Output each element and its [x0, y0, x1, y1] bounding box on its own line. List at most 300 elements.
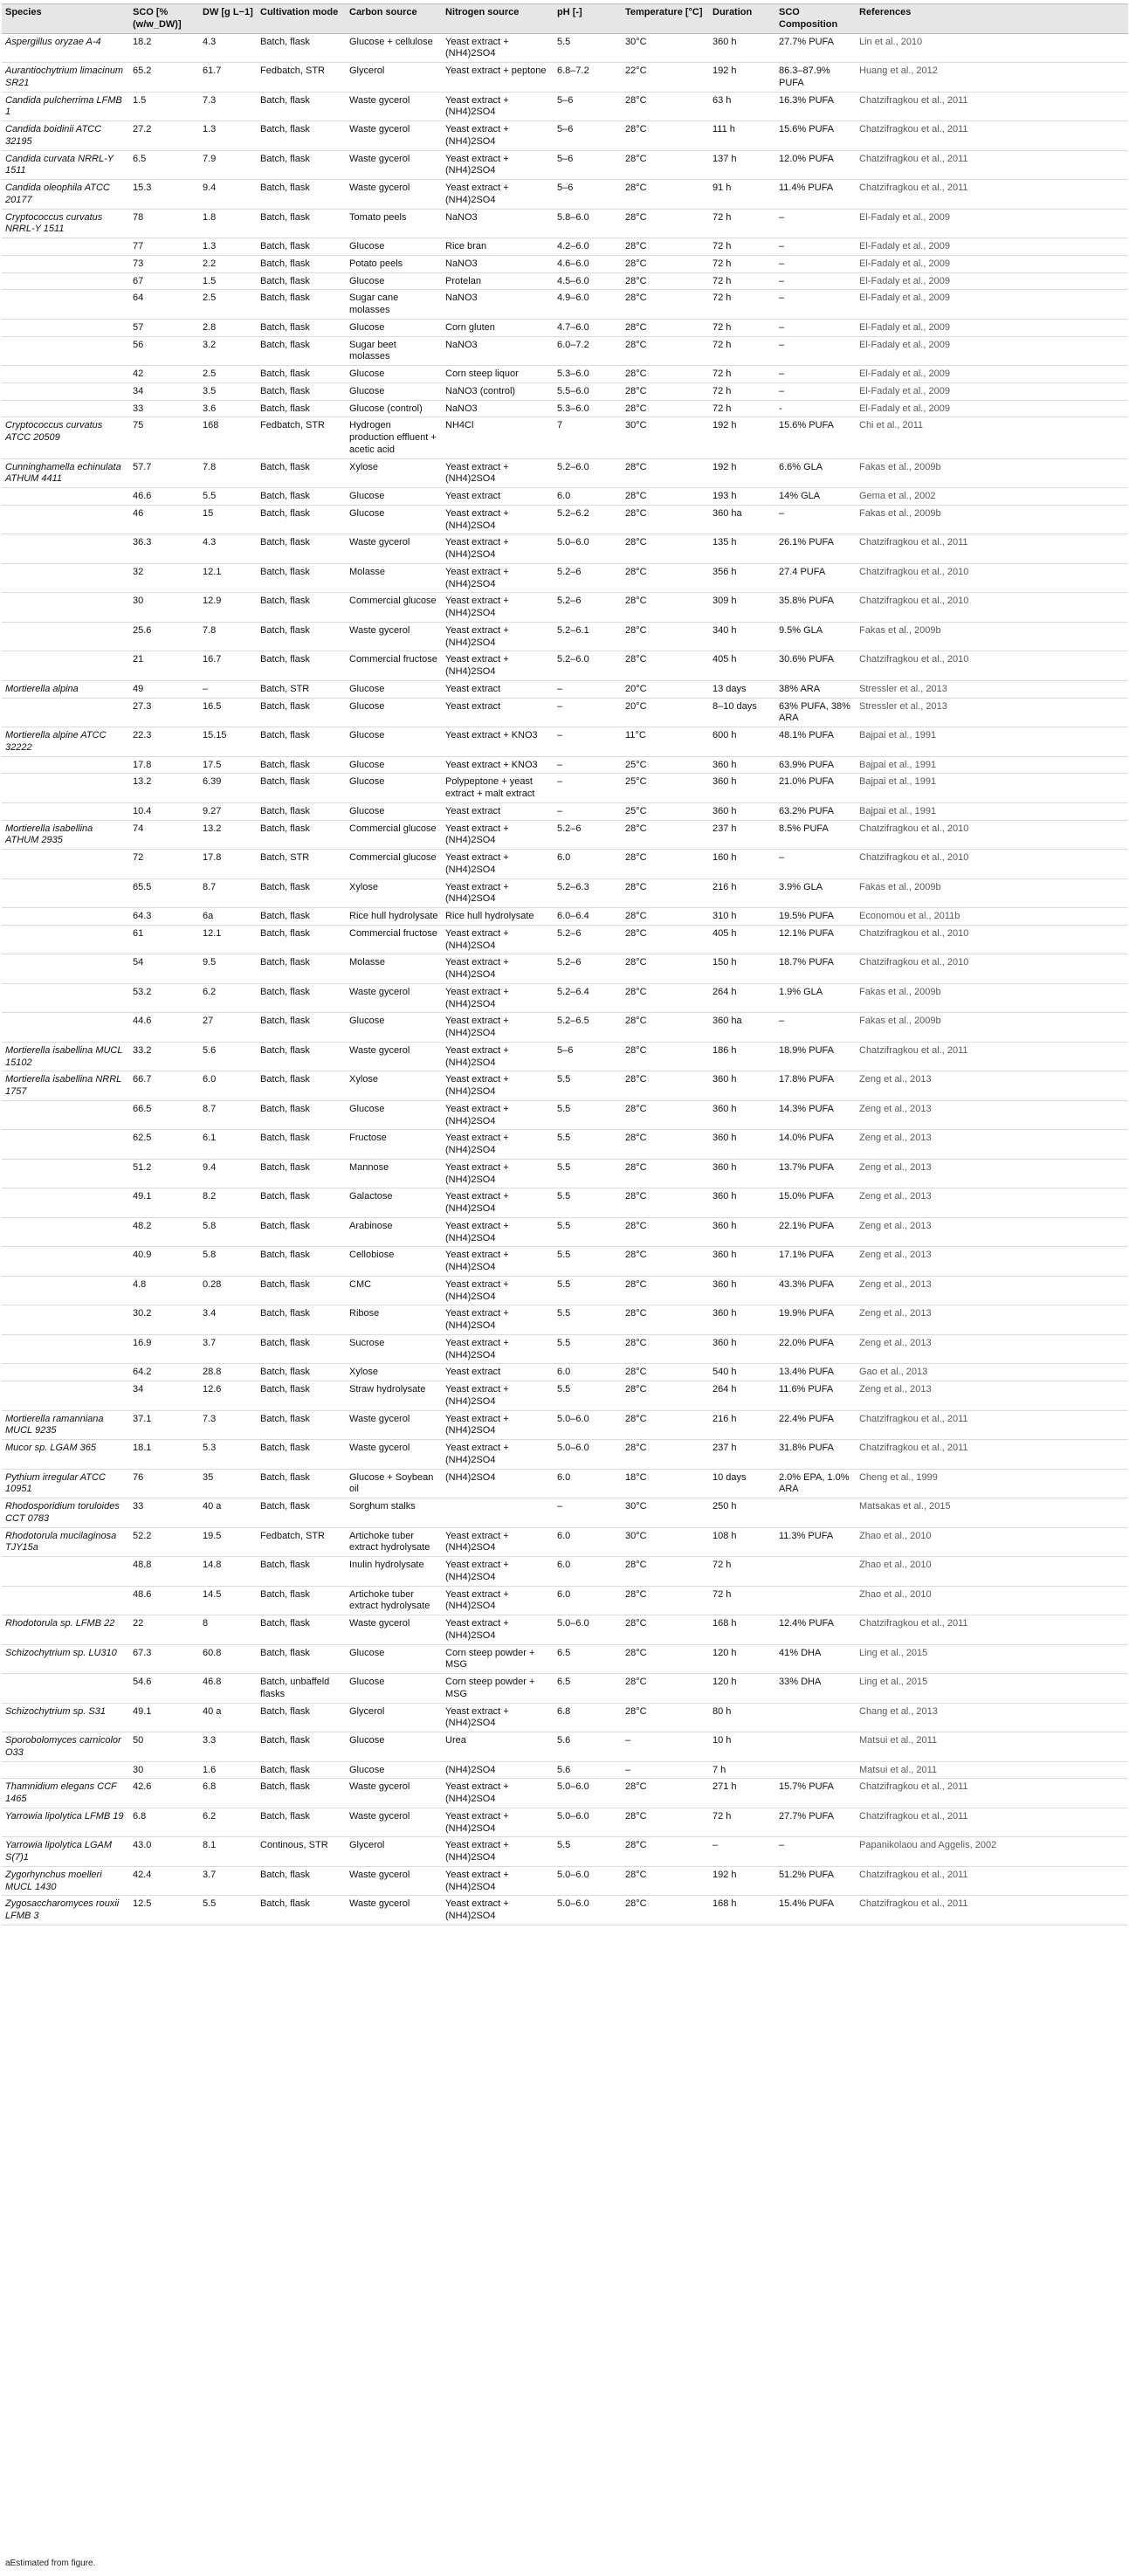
temperature-cell: 28°C [625, 1781, 647, 1793]
cultivation-mode-cell: Batch, flask [260, 1133, 310, 1144]
duration-cell: 360 h [713, 1103, 737, 1114]
nitrogen-source-cell: Corn steep powder + MSG [445, 1647, 535, 1670]
sco-cell: 30.2 [133, 1308, 152, 1319]
sco-cell: 64 [133, 293, 144, 304]
cultivation-mode-cell: Batch, unbaffeld flasks [260, 1677, 330, 1699]
cultivation-mode-cell: Batch, flask [260, 881, 310, 892]
temperature-cell: 28°C [625, 1677, 647, 1687]
dw-cell: 60.8 [203, 1647, 222, 1658]
dw-cell: 16.7 [203, 654, 222, 665]
nitrogen-source-cell: Yeast extract + (NH4)2SO4 [445, 1044, 509, 1068]
duration-cell: 360 h [713, 1337, 737, 1348]
cultivation-mode-cell: Batch, flask [260, 507, 310, 519]
duration-cell: 405 h [713, 654, 737, 665]
table-row [2, 1557, 1128, 1587]
table-row [2, 92, 1128, 121]
cultivation-mode-cell: Batch, flask [260, 1191, 310, 1202]
duration-cell: 310 h [713, 911, 737, 921]
sco-composition-cell: 18.9% PUFA [779, 1044, 834, 1056]
temperature-cell: 28°C [625, 1384, 647, 1395]
temperature-cell: 20°C [625, 683, 647, 694]
duration-cell: 360 h [713, 1074, 737, 1085]
temperature-cell: 28°C [625, 1337, 647, 1348]
nitrogen-source-cell: Yeast extract + (NH4)2SO4 [445, 1161, 509, 1185]
species-cell [2, 1188, 129, 1218]
cultivation-mode-cell: Batch, flask [260, 776, 310, 788]
cultivation-mode-cell: Batch, flask [260, 624, 310, 636]
sco-cell: 49 [133, 683, 144, 694]
temperature-cell: 28°C [625, 258, 647, 269]
carbon-source-cell: Artichoke tuber extract hydrolysate [349, 1530, 430, 1553]
temperature-cell: 28°C [625, 1367, 647, 1378]
cultivation-mode-cell: Batch, flask [260, 1016, 310, 1027]
table-row [2, 272, 1128, 290]
reference-cell: El-Fadaly et al., 2009 [859, 293, 950, 304]
nitrogen-source-cell: Yeast extract + (NH4)2SO4 [445, 36, 509, 59]
sco-cell: 76 [133, 1471, 144, 1483]
sco-cell: 37.1 [133, 1413, 152, 1424]
sco-cell: 66.5 [133, 1103, 152, 1114]
sco-composition-cell: – [779, 1840, 785, 1851]
dw-cell: 8.7 [203, 1103, 217, 1114]
nitrogen-source-cell: Yeast extract + (NH4)2SO4 [445, 881, 509, 905]
carbon-source-cell: Glucose [349, 683, 385, 694]
reference-cell: Gao et al., 2013 [859, 1367, 928, 1378]
dw-cell: 1.5 [203, 275, 217, 286]
nitrogen-source-cell: Yeast extract + (NH4)2SO4 [445, 986, 509, 1009]
nitrogen-source-cell: Yeast extract + (NH4)2SO4 [445, 1443, 509, 1465]
table-row [2, 1779, 1128, 1808]
duration-cell: 13 days [713, 683, 747, 694]
ph-cell: 4.7–6.0 [557, 321, 589, 333]
temperature-cell: 28°C [625, 368, 647, 379]
cultivation-mode-cell: Batch, flask [260, 566, 310, 577]
duration-cell: 72 h [713, 1810, 732, 1822]
species-cell: Mortierella ramanniana MUCL 9235 [5, 1413, 104, 1436]
sco-cell: 27.3 [133, 700, 152, 712]
table-row [2, 1586, 1128, 1615]
carbon-source-cell: Commercial glucose [349, 823, 437, 834]
table-row [2, 727, 1128, 757]
sco-composition-cell: 21.0% PUFA [779, 776, 834, 788]
dw-cell: 3.2 [203, 339, 217, 350]
carbon-source-cell: Glucose [349, 1016, 385, 1027]
dw-cell: 4.3 [203, 36, 217, 47]
table-row [2, 417, 1128, 458]
ph-cell: 5.6 [557, 1735, 571, 1746]
cultivation-mode-cell: Batch, flask [260, 1250, 310, 1261]
table-row [2, 319, 1128, 336]
cultivation-mode-cell: Batch, flask [260, 275, 310, 286]
ph-cell: 4.2–6.0 [557, 241, 589, 251]
duration-cell: 360 ha [713, 1016, 742, 1027]
ph-cell: 6.0–7.2 [557, 339, 589, 350]
dw-cell: 17.8 [203, 852, 222, 863]
table-row [2, 1305, 1128, 1335]
table-row [2, 1247, 1128, 1277]
duration-cell: 72 h [713, 339, 732, 350]
nitrogen-source-cell: Polypeptone + yeast extract + malt extract [445, 776, 535, 799]
sco-cell: 64.2 [133, 1367, 152, 1378]
temperature-cell: 30°C [625, 1530, 647, 1541]
sco-cell: 67 [133, 275, 144, 286]
sco-composition-cell: 13.7% PUFA [779, 1161, 834, 1173]
ph-cell: 5.5 [557, 1278, 571, 1290]
sco-cell: 44.6 [133, 1016, 152, 1027]
sco-cell: 48.6 [133, 1588, 152, 1600]
duration-cell: 72 h [713, 293, 732, 304]
sco-cell: 57.7 [133, 461, 152, 472]
sco-composition-cell: 43.3% PUFA [779, 1278, 834, 1290]
dw-cell: 12.9 [203, 596, 222, 607]
table-row [2, 680, 1128, 698]
reference-cell: El-Fadaly et al., 2009 [859, 368, 950, 379]
sco-composition-cell: – [779, 211, 785, 223]
reference-cell: Zeng et al., 2013 [859, 1220, 932, 1231]
duration-cell: 360 h [713, 776, 737, 788]
dw-cell: 1.3 [203, 124, 217, 134]
sco-cell: 1.5 [133, 94, 147, 106]
cultivation-mode-cell: Batch, flask [260, 385, 310, 396]
nitrogen-source-cell: Yeast extract + (NH4)2SO4 [445, 1560, 509, 1582]
sco-composition-cell: 51.2% PUFA [779, 1869, 834, 1880]
species-cell [2, 534, 129, 564]
species-cell [2, 1276, 129, 1305]
duration-cell: 72 h [713, 275, 732, 286]
sco-composition-cell: 31.8% PUFA [779, 1443, 834, 1453]
temperature-cell: 28°C [625, 1840, 647, 1851]
temperature-cell: 30°C [625, 36, 647, 47]
temperature-cell: 28°C [625, 1103, 647, 1114]
cultivation-mode-cell: Batch, flask [260, 1781, 310, 1793]
nitrogen-source-cell: Yeast extract + (NH4)2SO4 [445, 94, 509, 118]
sco-composition-cell: – [779, 241, 785, 251]
cultivation-mode-cell: Batch, flask [260, 823, 310, 834]
dw-cell: 12.1 [203, 927, 222, 939]
carbon-source-cell: Glucose [349, 275, 385, 286]
temperature-cell: 28°C [625, 339, 647, 350]
temperature-cell: 25°C [625, 805, 647, 816]
sco-composition-cell: 22.4% PUFA [779, 1413, 834, 1424]
header-dw: DW [g L−1] [199, 4, 257, 34]
duration-cell: 168 h [713, 1898, 737, 1910]
species-cell: Aspergillus oryzae A-4 [5, 36, 101, 47]
nitrogen-source-cell: Yeast extract [445, 491, 501, 501]
temperature-cell: 28°C [625, 403, 647, 414]
species-cell: Zygosaccharomyces rouxii LFMB 3 [5, 1898, 120, 1921]
table-row [2, 1498, 1128, 1528]
sco-cell: 46 [133, 507, 144, 519]
temperature-cell: 28°C [625, 1250, 647, 1261]
cultivation-mode-cell: Batch, flask [260, 759, 310, 770]
carbon-source-cell: Waste gycerol [349, 124, 410, 134]
dw-cell: 12.6 [203, 1384, 222, 1395]
sco-composition-cell: 11.6% PUFA [779, 1384, 834, 1395]
table-row [2, 1866, 1128, 1896]
sco-composition-cell: – [779, 1016, 785, 1027]
carbon-source-cell: Glucose [349, 759, 385, 770]
carbon-source-cell: Xylose [349, 461, 379, 472]
sco-composition-cell: 63% PUFA, 38% ARA [779, 700, 850, 724]
reference-cell: Bajpai et al., 1991 [859, 730, 937, 740]
reference-cell: Chatzifragkou et al., 2010 [859, 852, 969, 863]
reference-cell: Zeng et al., 2013 [859, 1133, 932, 1144]
carbon-source-cell: Waste gycerol [349, 153, 410, 164]
ph-cell: 5.5 [557, 1161, 571, 1173]
duration-cell: 192 h [713, 1869, 737, 1880]
sco-composition-cell: 30.6% PUFA [779, 654, 834, 665]
species-cell [2, 272, 129, 290]
temperature-cell: 28°C [625, 986, 647, 997]
sco-composition-cell: 6.6% GLA [779, 461, 823, 472]
nitrogen-source-cell: Yeast extract [445, 805, 501, 816]
sco-composition-cell: 22.1% PUFA [779, 1220, 834, 1231]
duration-cell: 360 h [713, 805, 737, 816]
sco-cell: 12.5 [133, 1898, 152, 1910]
cultivation-mode-cell: Batch, flask [260, 1337, 310, 1348]
reference-cell: Chatzifragkou et al., 2011 [859, 1810, 968, 1822]
carbon-source-cell: Mannose [349, 1161, 389, 1173]
sco-composition-cell: 86.3–87.9% PUFA [779, 65, 830, 88]
species-cell: Cunninghamella echinulata ATHUM 4411 [5, 461, 121, 485]
reference-cell: El-Fadaly et al., 2009 [859, 403, 950, 414]
sco-cell: 36.3 [133, 537, 152, 548]
sco-cell: 4.8 [133, 1278, 147, 1290]
ph-cell: 5.2–6.5 [557, 1016, 589, 1027]
nitrogen-source-cell: Yeast extract + (NH4)2SO4 [445, 566, 509, 589]
species-cell: Rhodosporidium toruloides CCT 0783 [5, 1501, 120, 1524]
table-row [2, 1100, 1128, 1130]
temperature-cell: – [625, 1764, 631, 1775]
temperature-cell: 20°C [625, 700, 647, 712]
cultivation-mode-cell: Fedbatch, STR [260, 1530, 325, 1541]
reference-cell: El-Fadaly et al., 2009 [859, 321, 950, 333]
dw-cell: 28.8 [203, 1367, 222, 1378]
carbon-source-cell: Waste gycerol [349, 1810, 410, 1822]
duration-cell: 168 h [713, 1618, 737, 1629]
reference-cell: El-Fadaly et al., 2009 [859, 211, 950, 223]
duration-cell: 216 h [713, 881, 737, 892]
species-cell: Rhodotorula sp. LFMB 22 [5, 1618, 115, 1629]
nitrogen-source-cell: Yeast extract + (NH4)2SO4 [445, 1781, 509, 1804]
ph-cell: – [557, 1501, 563, 1512]
sco-cell: 18.2 [133, 36, 152, 47]
header-duration: Duration [709, 4, 775, 34]
temperature-cell: 25°C [625, 776, 647, 788]
nitrogen-source-cell: Yeast extract + (NH4)2SO4 [445, 1016, 509, 1038]
ph-cell: – [557, 805, 563, 816]
species-cell: Mortierella alpina [5, 683, 79, 694]
sco-cell: 22.3 [133, 730, 152, 740]
sco-composition-cell: 2.0% EPA, 1.0% ARA [779, 1471, 850, 1495]
dw-cell: 7.9 [203, 153, 217, 164]
ph-cell: 5.5 [557, 1337, 571, 1348]
temperature-cell: 18°C [625, 1471, 647, 1483]
species-cell [2, 400, 129, 417]
header-nitrogen-source: Nitrogen source [442, 4, 554, 34]
carbon-source-cell: Commercial fructose [349, 654, 437, 665]
carbon-source-cell: Glucose [349, 805, 385, 816]
reference-cell: Chatzifragkou et al., 2011 [859, 183, 968, 193]
nitrogen-source-cell: Yeast extract + (NH4)2SO4 [445, 1810, 509, 1834]
sco-composition-cell: 14.0% PUFA [779, 1133, 834, 1144]
reference-cell: Zeng et al., 2013 [859, 1191, 932, 1202]
cultivation-mode-cell: Batch, flask [260, 1384, 310, 1395]
table-row [2, 1130, 1128, 1160]
temperature-cell: 28°C [625, 624, 647, 636]
species-cell: Yarrowia lipolytica LGAM S(7)1 [5, 1840, 113, 1863]
dw-cell: 3.4 [203, 1308, 217, 1319]
temperature-cell: 28°C [625, 1443, 647, 1453]
dw-cell: 5.6 [203, 1044, 217, 1056]
cultivation-mode-cell: Batch, flask [260, 241, 310, 251]
species-cell [2, 1013, 129, 1043]
nitrogen-source-cell: Yeast extract + (NH4)2SO4 [445, 654, 509, 677]
cultivation-mode-cell: Batch, flask [260, 1367, 310, 1378]
temperature-cell: 30°C [625, 420, 647, 431]
sco-cell: 54 [133, 957, 144, 968]
carbon-source-cell: Glucose [349, 491, 385, 501]
ph-cell: 5.5 [557, 1074, 571, 1085]
nitrogen-source-cell: (NH4)2SO4 [445, 1471, 496, 1483]
temperature-cell: 28°C [625, 241, 647, 251]
reference-cell: Zeng et al., 2013 [859, 1308, 932, 1319]
nitrogen-source-cell: (NH4)2SO4 [445, 1764, 496, 1775]
carbon-source-cell: Waste gycerol [349, 986, 410, 997]
sco-cell: 25.6 [133, 624, 152, 636]
duration-cell: 360 h [713, 36, 737, 47]
sco-composition-cell: – [779, 258, 785, 269]
nitrogen-source-cell: Yeast extract + (NH4)2SO4 [445, 1530, 509, 1553]
nitrogen-source-cell: Yeast extract [445, 700, 501, 712]
table-row [2, 400, 1128, 417]
ph-cell: 4.9–6.0 [557, 293, 589, 304]
table-row [2, 850, 1128, 879]
nitrogen-source-cell: Rice hull hydrolysate [445, 911, 534, 921]
table-row [2, 209, 1128, 238]
species-cell: Mucor sp. LGAM 365 [5, 1443, 96, 1453]
ph-cell: 6.5 [557, 1647, 571, 1658]
table-row [2, 593, 1128, 623]
sco-cell: 33 [133, 403, 144, 414]
carbon-source-cell: Ribose [349, 1308, 380, 1319]
temperature-cell: 28°C [625, 1898, 647, 1910]
species-cell [2, 1247, 129, 1277]
cultivation-mode-cell: Batch, flask [260, 1044, 310, 1056]
carbon-source-cell: Glucose [349, 241, 385, 251]
table-row [2, 1761, 1128, 1779]
table-row [2, 774, 1128, 803]
reference-cell: Fakas et al., 2009b [859, 881, 941, 892]
species-cell: Candida boidinii ATCC 32195 [5, 124, 102, 147]
species-cell [2, 290, 129, 320]
sco-composition-cell [775, 1703, 856, 1732]
dw-cell: 3.7 [203, 1337, 217, 1348]
dw-cell: 4.3 [203, 537, 217, 548]
reference-cell: Chatzifragkou et al., 2011 [859, 1618, 968, 1629]
temperature-cell: 28°C [625, 124, 647, 134]
nitrogen-source-cell: Yeast extract + (NH4)2SO4 [445, 852, 509, 875]
duration-cell: 264 h [713, 986, 737, 997]
dw-cell: 2.5 [203, 368, 217, 379]
duration-cell: 137 h [713, 153, 737, 164]
ph-cell: 5.2–6.0 [557, 654, 589, 665]
ph-cell: – [557, 700, 563, 712]
temperature-cell: 28°C [625, 911, 647, 921]
ph-cell: 5.2–6.4 [557, 986, 589, 997]
species-cell [2, 1100, 129, 1130]
temperature-cell: 28°C [625, 1705, 647, 1717]
ph-cell: 6.8 [557, 1705, 571, 1717]
reference-cell: Chatzifragkou et al., 2011 [859, 1443, 968, 1453]
species-cell [2, 505, 129, 534]
species-cell [2, 488, 129, 506]
sco-cell: 65.2 [133, 65, 152, 76]
duration-cell: 264 h [713, 1384, 737, 1395]
species-cell [2, 698, 129, 727]
species-cell [2, 1586, 129, 1615]
ph-cell: 5.5 [557, 1250, 571, 1261]
ph-cell: 5–6 [557, 183, 574, 193]
temperature-cell: 28°C [625, 183, 647, 193]
reference-cell: Chatzifragkou et al., 2010 [859, 596, 969, 607]
table-row [2, 458, 1128, 488]
table-row [2, 255, 1128, 272]
temperature-cell: 28°C [625, 461, 647, 472]
sco-composition-cell: 3.9% GLA [779, 881, 823, 892]
duration-cell: 360 h [713, 1161, 737, 1173]
ph-cell: 6.0 [557, 1471, 571, 1483]
temperature-cell: 28°C [625, 1560, 647, 1570]
ph-cell: 5.5 [557, 1191, 571, 1202]
header-sco: SCO [% (w/w_DW)] [129, 4, 199, 34]
sco-composition-cell: 15.6% PUFA [779, 420, 834, 431]
table-row [2, 534, 1128, 564]
ph-cell: 6.0–6.4 [557, 911, 589, 921]
carbon-source-cell: Waste gycerol [349, 537, 410, 548]
nitrogen-source-cell: Yeast extract + (NH4)2SO4 [445, 823, 509, 846]
carbon-source-cell: Fructose [349, 1133, 387, 1144]
reference-cell: Matsui et al., 2011 [859, 1735, 938, 1746]
dw-cell: 15 [203, 507, 214, 519]
dw-cell: 1.6 [203, 1764, 217, 1775]
nitrogen-source-cell: Corn steep liquor [445, 368, 519, 379]
duration-cell: 150 h [713, 957, 737, 968]
table-row [2, 820, 1128, 850]
table-row [2, 622, 1128, 651]
nitrogen-source-cell: Yeast extract + (NH4)2SO4 [445, 1337, 509, 1360]
cultivation-mode-cell: Batch, flask [260, 1618, 310, 1629]
duration-cell: – [713, 1840, 719, 1851]
dw-cell: 5.3 [203, 1443, 217, 1453]
carbon-source-cell: Glucose [349, 385, 385, 396]
sco-composition-cell: 27.7% PUFA [779, 1810, 834, 1822]
reference-cell: Zeng et al., 2013 [859, 1161, 932, 1173]
temperature-cell: 28°C [625, 1074, 647, 1085]
sco-cell: 62.5 [133, 1133, 152, 1144]
table-row [2, 1410, 1128, 1440]
table-footnote: aEstimated from figure. [5, 2559, 96, 2568]
ph-cell: 5.0–6.0 [557, 1810, 589, 1822]
dw-cell: 5.8 [203, 1220, 217, 1231]
carbon-source-cell: Waste gycerol [349, 624, 410, 636]
dw-cell: 40 a [203, 1501, 222, 1512]
temperature-cell: 28°C [625, 1220, 647, 1231]
nitrogen-source-cell: NaNO3 (control) [445, 385, 516, 396]
table-row [2, 563, 1128, 593]
duration-cell: 72 h [713, 368, 732, 379]
cultivation-mode-cell: Batch, flask [260, 153, 310, 164]
